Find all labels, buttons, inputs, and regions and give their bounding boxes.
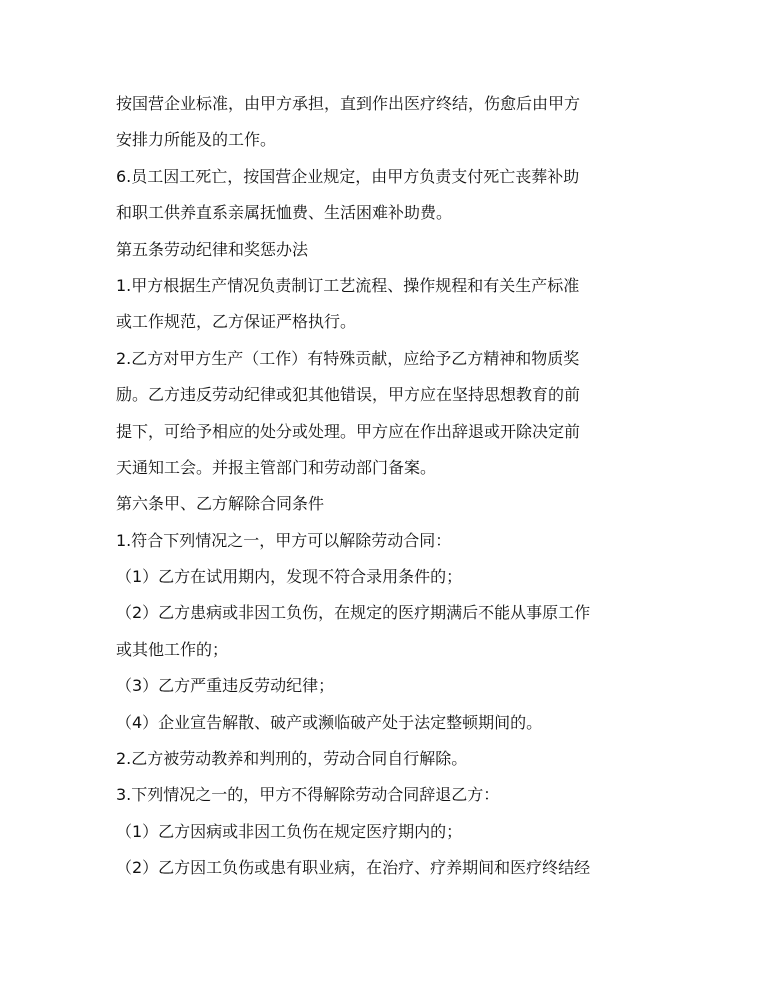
text-line: 2.乙方被劳动教养和判刑的，劳动合同自行解除。 xyxy=(116,749,468,769)
document-body xyxy=(116,86,661,887)
text-line: 1.符合下列情况之一，甲方可以解除劳动合同： xyxy=(116,530,452,550)
text-line: 和职工供养直系亲属抚恤费、生活困难补助费。 xyxy=(116,203,453,223)
text-line: 提下，可给予相应的处分或处理。甲方应在作出辞退或开除决定前 xyxy=(116,421,581,441)
section-heading: 第五条劳动纪律和奖惩办法 xyxy=(116,239,309,259)
text-line: （2）乙方患病或非因工负伤，在规定的医疗期满后不能从事原工作 xyxy=(116,603,591,623)
text-line: 3.下列情况之一的，甲方不得解除劳动合同辞退乙方： xyxy=(116,785,500,805)
text-line: 2.乙方对甲方生产（工作）有特殊贡献，应给予乙方精神和物质奖 xyxy=(116,348,580,368)
text-line: （1）乙方在试用期内，发现不符合录用条件的； xyxy=(116,567,463,587)
text-line: 或工作规范，乙方保证严格执行。 xyxy=(116,312,357,332)
section-heading: 第六条甲、乙方解除合同条件 xyxy=(116,494,325,514)
text-line: 励。乙方违反劳动纪律或犯其他错误，甲方应在坚持思想教育的前 xyxy=(116,385,581,405)
text-line: （3）乙方严重违反劳动纪律； xyxy=(116,676,335,696)
text-line: 1.甲方根据生产情况负责制订工艺流程、操作规程和有关生产标准 xyxy=(116,275,580,295)
text-line: 天通知工会。并报主管部门和劳动部门备案。 xyxy=(116,457,437,477)
text-line: （4）企业宣告解散、破产或濒临破产处于法定整顿期间的。 xyxy=(116,712,543,732)
text-line: （1）乙方因病或非因工负伤在规定医疗期内的； xyxy=(116,821,463,841)
text-line: 6.员工因工死亡，按国营企业规定，由甲方负责支付死亡丧葬补助 xyxy=(116,166,580,186)
text-line: 或其他工作的； xyxy=(116,639,229,659)
text-line: 按国营企业标准，由甲方承担，直到作出医疗终结，伤愈后由甲方 xyxy=(116,94,581,113)
text-line: 安排力所能及的工作。 xyxy=(116,130,277,150)
text-line: （2）乙方因工负伤或患有职业病，在治疗、疗养期间和医疗终结经 xyxy=(116,858,591,878)
